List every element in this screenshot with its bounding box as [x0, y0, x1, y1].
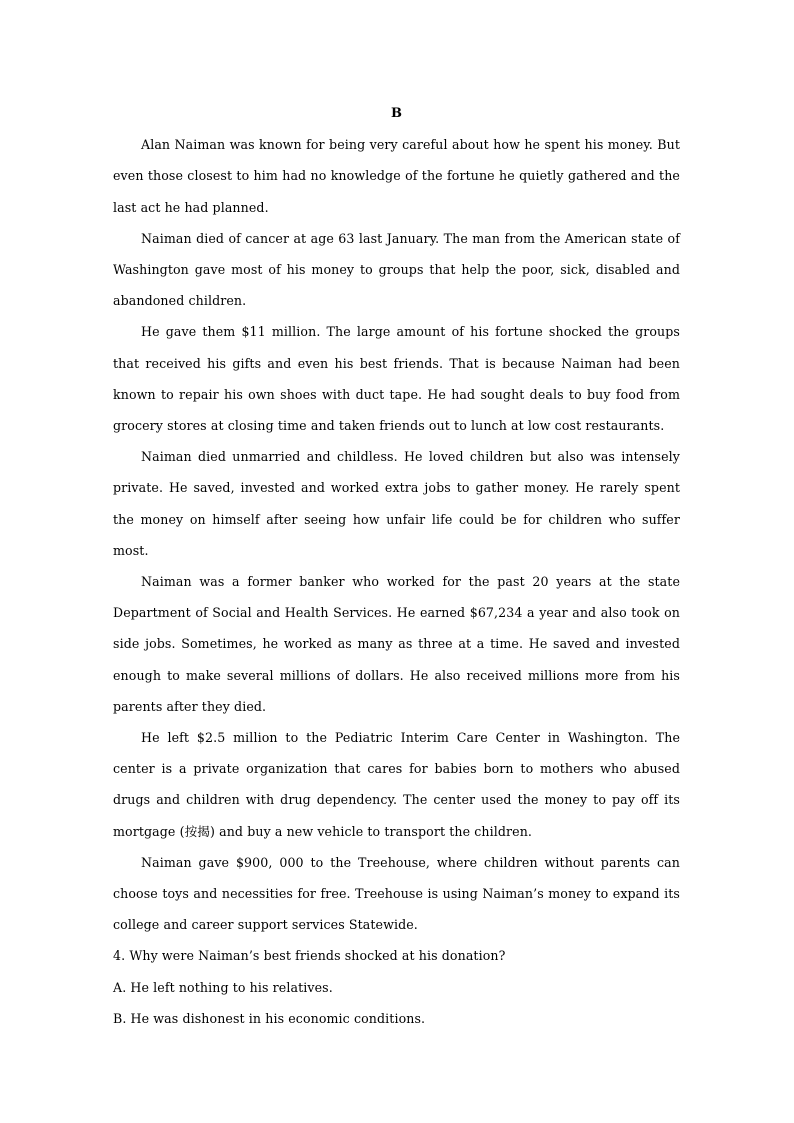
option-a: A. He left nothing to his relatives. — [113, 979, 333, 995]
paragraph-4: Naiman died unmarried and childless. He loved children but also was intensely private. He saved, invested and worked extra jobs to gather money. He rarely spent the money on himself after seeing how unfair life could be for children who suffer most. — [113, 449, 680, 558]
paragraph-5: Naiman was a former banker who worked for the past 20 years at the state Department of Social and Health Services. He earned $67,234 a year and also took on side jobs. Sometimes, he worked as many as three at a time. He saved and invested enough to make several millions of dollars. He also received millions more from his parents after they died. — [113, 574, 680, 714]
paragraph-7: Naiman gave $900, 000 to the Treehouse, where children without parents can choose toys and necessities for free. Treehouse is using Naiman’s money to expand its college and career support services Statewide. — [113, 854, 680, 933]
document-page — [113, 98, 680, 1034]
option-b: B. He was dishonest in his economic conditions. — [113, 1010, 426, 1026]
paragraph-3: He gave them $11 million. The large amount of his fortune shocked the groups that received his gifts and even his best friends. That is because Naiman had been known to repair his own shoes with duct tape. He had sought deals to buy food from grocery stores at closing time and taken friends out to lunch at low cost restaurants. — [113, 324, 680, 434]
question-text: 4. Why were Naiman’s best friends shocked at his donation? — [113, 948, 506, 964]
paragraph-2: Naiman died of cancer at age 63 last January. The man from the American state of Washington gave most of his money to groups that help the poor, sick, disabled and abandoned children. — [113, 230, 680, 309]
paragraph-1: Alan Naiman was known for being very careful about how he spent his money. But even those closest to him had no knowledge of the fortune he quietly gathered and the last act he had planned. — [113, 137, 680, 215]
section-label: B — [391, 106, 402, 121]
paragraph-6: He left $2.5 million to the Pediatric Interim Care Center in Washington. The center is a private organization that cares for babies born to mothers who abused drugs and children with drug dependency. The center used the money to pay off its mortgage (按揭) and buy a new vehicle to transport the children. — [113, 730, 680, 839]
